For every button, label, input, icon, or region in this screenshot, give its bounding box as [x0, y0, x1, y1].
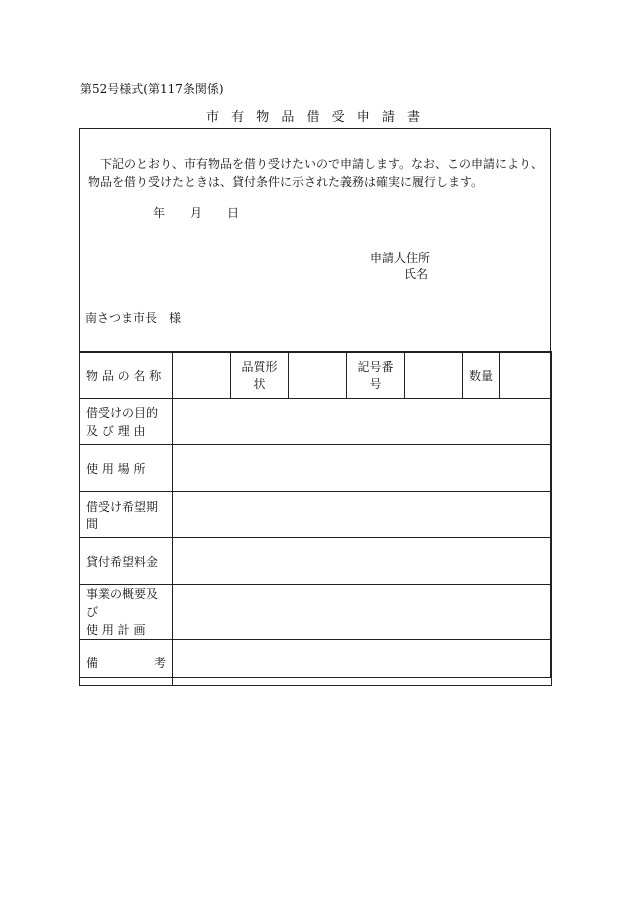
statement-text: 下記のとおり、市有物品を借り受けたいので申請します。なお、この申請により、物品を借り受けたときは、貸付条件に示された義務は確実に履行します。 [88, 157, 544, 189]
form-number: 第52号様式(第117条関係) [80, 82, 224, 96]
item-name-field[interactable] [173, 352, 231, 399]
fee-field[interactable] [173, 538, 552, 585]
statement-section [80, 129, 550, 353]
plan-label-line1: 事業の概要及び [86, 587, 159, 619]
table-row [80, 399, 552, 445]
plan-field[interactable] [173, 585, 552, 640]
date-year-label: 年 [153, 206, 166, 220]
quality-field[interactable] [289, 352, 347, 399]
table-row [80, 538, 552, 585]
table-row [80, 445, 552, 492]
purpose-label [80, 399, 173, 445]
purpose-label-line1: 借受けの目的 [86, 405, 159, 420]
period-label: 借受け希望期間 [80, 492, 173, 538]
remarks-label [80, 640, 173, 686]
place-label: 使 用 場 所 [80, 445, 173, 492]
place-field[interactable] [173, 445, 552, 492]
date-month-label: 月 [190, 206, 203, 220]
plan-label-line2: 使 用 計 画 [86, 623, 146, 637]
form-frame [79, 128, 551, 678]
quantity-label: 数量 [463, 352, 500, 399]
table-row [80, 352, 552, 399]
quantity-field[interactable] [500, 352, 552, 399]
date-day-label: 日 [227, 206, 240, 220]
form-title: 市 有 物 品 借 受 申 請 書 [205, 110, 425, 125]
purpose-label-line2: 及 び 理 由 [86, 423, 146, 438]
table-row [80, 585, 552, 640]
remarks-label-left: 備 [86, 656, 99, 670]
plan-label [80, 585, 173, 640]
fee-label: 貸付希望料金 [80, 538, 173, 585]
purpose-field[interactable] [173, 399, 552, 445]
remarks-label-right: 考 [153, 656, 166, 670]
code-field[interactable] [405, 352, 463, 399]
code-label: 記号番号 [347, 352, 405, 399]
applicant-name-label: 氏名 [404, 267, 429, 281]
quality-label: 品質形状 [231, 352, 289, 399]
items-table [79, 351, 552, 686]
period-field[interactable] [173, 492, 552, 538]
addressee: 南さつま市長 様 [85, 311, 182, 325]
remarks-field[interactable] [173, 640, 552, 686]
item-name-label: 物 品 の 名 称 [80, 352, 173, 399]
applicant-address-label: 申請人住所 [370, 251, 431, 265]
table-row [80, 492, 552, 538]
table-row [80, 640, 552, 686]
